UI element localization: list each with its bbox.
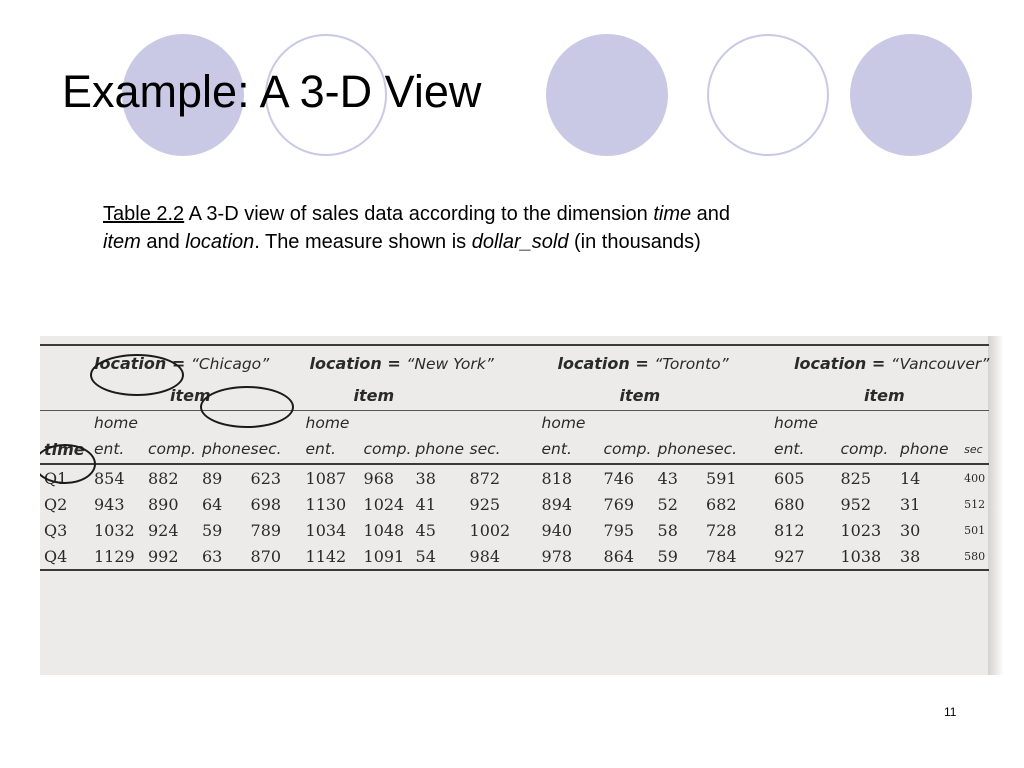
table-reference: Table 2.2 [103,203,185,225]
table-cell: 789 [250,520,282,540]
item-header-row [40,380,989,411]
location-new-york: “New York” [406,354,494,373]
table-cell: 623 [250,468,282,488]
table-cell: 43 [657,468,678,488]
location-toronto: “Toronto” [654,354,729,373]
item-dim-label: item [864,385,905,405]
time-dim-label: time [40,435,94,464]
table-cell: 924 [148,520,179,540]
table-row [40,517,989,543]
col-header-comp: comp. [148,435,202,464]
col-header-sec: sec [964,435,989,464]
col-header-sec: sec. [706,435,774,464]
caption-text: and [140,231,186,253]
table-row [40,543,989,570]
col-header-home: home [94,414,138,432]
table-cell: 1087 [305,468,347,488]
table-cell: 38 [415,468,436,488]
table-cell: 54 [416,543,470,570]
quarter-label: Q2 [44,494,68,514]
annotation-ellipse-item [200,386,294,428]
table-cell: 795 [603,520,635,540]
col-header-home: home [305,414,350,432]
caption-term-item: item [103,231,141,253]
caption-term-time: time [653,203,692,225]
table-cell: 943 [94,494,125,514]
col-header-comp: comp. [604,435,658,464]
col-header-phone: phone [658,435,707,464]
table-cell: 870 [251,543,306,570]
table-body [40,464,989,570]
table-cell: 680 [774,494,805,514]
column-header-top-row [40,411,989,436]
col-header-sec: sec. [470,435,542,464]
table-cell: 30 [900,520,921,540]
col-header-phone: phone [202,435,251,464]
table-cell: 31 [900,494,921,514]
table-cell: 89 [202,468,223,488]
table-cell: 45 [415,520,436,540]
caption-text: and [691,203,731,225]
table-cell: 769 [603,494,635,514]
table-cell: 728 [706,520,737,540]
table-cell: 978 [542,543,604,570]
location-dim-label: location = [557,353,655,373]
col-header-home: home [774,414,818,432]
table-cell: 984 [470,543,542,570]
table-cell: 927 [774,543,840,570]
table-cell: 59 [658,543,707,570]
table-cell: 1091 [364,543,416,570]
caption-term-measure: dollar_sold [471,231,569,253]
col-header-ent: ent. [306,435,364,464]
table-cell: 1034 [305,520,347,540]
col-header-home: home [541,414,586,432]
table-cell: 1142 [306,543,364,570]
table-cell: 58 [657,520,678,540]
table-cell: 872 [469,468,501,488]
table-cell: 63 [202,543,251,570]
quarter-label: Q1 [44,468,68,488]
table-cell: 1130 [305,494,347,514]
table-cell: 591 [706,468,737,488]
decor-circle-5 [850,34,972,156]
column-header-row [40,435,989,464]
page-number: 11 [944,705,957,719]
col-header-phone: phone [416,435,470,464]
table-cell: 1038 [840,543,900,570]
table-cell: 952 [840,494,871,514]
quarter-label: Q4 [40,543,94,570]
table-row [40,464,989,491]
table-cell: 512 [964,497,986,511]
table-cell: 864 [604,543,658,570]
table-cell: 784 [706,543,774,570]
table-cell: 14 [900,468,921,488]
scanned-table-image [40,336,1004,675]
location-dim-label: location = [309,353,407,373]
col-header-sec: sec. [251,435,306,464]
page-edge [988,336,1004,675]
location-chicago: “Chicago” [190,354,270,373]
table-cell: 38 [900,543,964,570]
table-cell: 1129 [94,543,148,570]
caption-text: . The measure shown is [254,231,472,253]
annotation-ellipse-location [90,354,184,396]
table-cell: 812 [774,520,805,540]
location-dim-label: location = [94,353,191,373]
location-dim-label: location = [794,353,891,373]
slide-title: Example: A 3-D View [62,66,482,117]
table-cell: 64 [202,494,223,514]
table-cell: 41 [415,494,436,514]
table-cell: 1023 [840,520,882,540]
col-header-ent: ent. [94,435,148,464]
table-cell: 59 [202,520,223,540]
table-cell: 968 [363,468,395,488]
table-cell: 605 [774,468,805,488]
quarter-label: Q3 [44,520,68,540]
col-header-comp: comp. [840,435,900,464]
table-cell: 580 [964,543,989,570]
table-cell: 1048 [363,520,405,540]
table-cell: 682 [706,494,737,514]
table-cell: 854 [94,468,125,488]
table-cell: 825 [840,468,871,488]
caption-text: A 3-D view of sales data according to the dimension [184,203,654,225]
table-cell: 992 [148,543,202,570]
table-cell: 882 [148,468,179,488]
item-dim-label: item [619,385,661,405]
table-cell: 925 [469,494,501,514]
table-cell: 400 [964,471,986,485]
table-cell: 1002 [469,520,511,540]
item-dim-label: item [170,385,211,405]
table-cell: 501 [964,523,986,537]
table-cell: 1032 [94,520,135,540]
table-cell: 890 [148,494,179,514]
col-header-ent: ent. [774,435,840,464]
caption-term-location: location [185,231,255,253]
table-cell: 940 [541,520,573,540]
caption-text: (in thousands) [568,231,701,253]
table-cell: 818 [541,468,573,488]
col-header-phone: phone [900,435,964,464]
location-vancouver: “Vancouver” [890,354,990,373]
table-cell: 698 [250,494,282,514]
table-caption [103,200,923,256]
table-cell: 746 [603,468,635,488]
col-header-comp: comp. [364,435,416,464]
item-dim-label: item [353,385,395,405]
decor-circle-3 [546,34,668,156]
table-cell: 1024 [363,494,405,514]
table-cell: 894 [541,494,573,514]
table-row [40,491,989,517]
table-cell: 52 [657,494,678,514]
col-header-ent: ent. [542,435,604,464]
decor-circle-4 [707,34,829,156]
